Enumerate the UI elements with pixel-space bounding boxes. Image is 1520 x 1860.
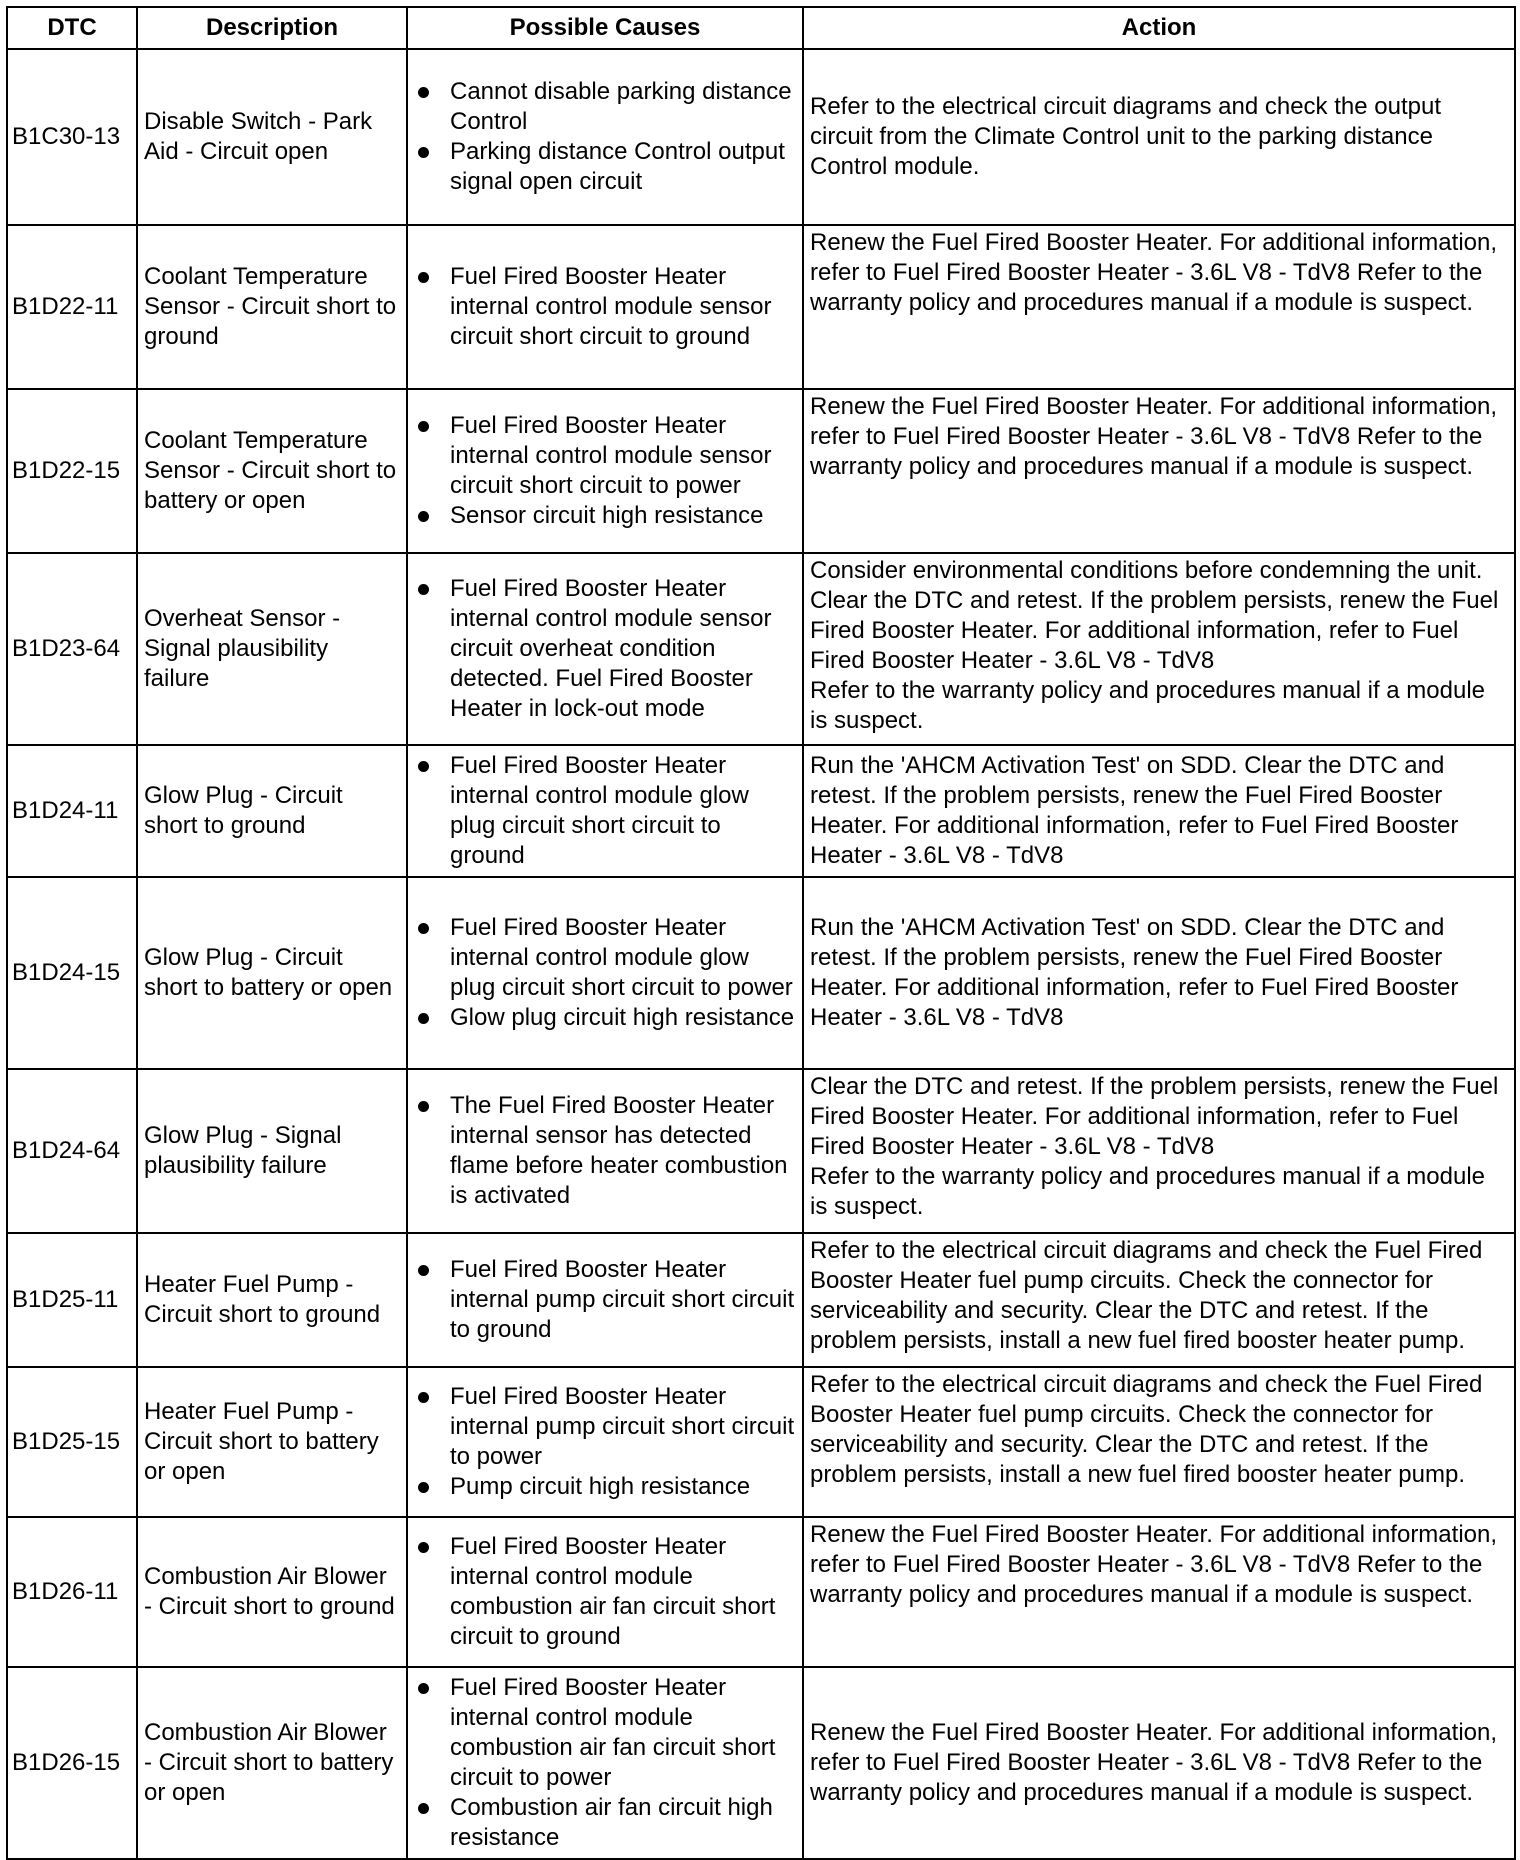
dtc-code: B1D24-15	[7, 877, 137, 1069]
cause-item: Cannot disable parking distance Control	[416, 77, 796, 137]
dtc-code: B1D22-15	[7, 389, 137, 553]
dtc-code: B1D26-15	[7, 1667, 137, 1859]
action-text: Renew the Fuel Fired Booster Heater. For additional information, refer to Fuel Fired Booster Heater - 3.6L V8 - TdV8 Refer to the warranty policy and procedures manual if a module is suspect.	[810, 1521, 1498, 1608]
action-text: Run the 'AHCM Activation Test' on SDD. Clear the DTC and retest. If the problem persists, renew the Fuel Fired Booster Heater. For additional information, refer to Fuel Fired Booster Heater - 3.6L V8 - TdV8	[810, 752, 1459, 869]
causes-list	[416, 1382, 796, 1502]
causes-list	[416, 411, 796, 531]
cause-item: Pump circuit high resistance	[416, 1472, 796, 1502]
table-row	[7, 1667, 1515, 1859]
header-possible-causes: Possible Causes	[407, 7, 803, 49]
causes-list	[416, 574, 796, 724]
table-body	[7, 49, 1515, 1859]
table-row	[7, 1233, 1515, 1367]
cause-item: Fuel Fired Booster Heater internal pump circuit short circuit to power	[416, 1382, 796, 1472]
action-text: Run the 'AHCM Activation Test' on SDD. Clear the DTC and retest. If the problem persists, renew the Fuel Fired Booster Heater. For additional information, refer to Fuel Fired Booster Heater - 3.6L V8 - TdV8	[810, 914, 1459, 1031]
dtc-action	[803, 745, 1515, 877]
dtc-description: Coolant Temperature Sensor - Circuit short to ground	[137, 225, 407, 389]
cause-item: Fuel Fired Booster Heater internal pump circuit short circuit to ground	[416, 1255, 796, 1345]
cause-item: Sensor circuit high resistance	[416, 501, 796, 531]
cause-item: Fuel Fired Booster Heater internal control module glow plug circuit short circuit to ground	[416, 751, 796, 871]
dtc-description: Coolant Temperature Sensor - Circuit short to battery or open	[137, 389, 407, 553]
dtc-action	[803, 1517, 1515, 1667]
dtc-code: B1D24-64	[7, 1069, 137, 1233]
possible-causes	[407, 1367, 803, 1517]
action-text: Consider environmental conditions before condemning the unit. Clear the DTC and retest. If the problem persists, renew the Fuel Fired Booster Heater. For additional information, refer to Fuel Fired Booster Heater - 3.6L V8 - TdV8	[810, 557, 1499, 674]
dtc-code: B1D24-11	[7, 745, 137, 877]
action-text: Renew the Fuel Fired Booster Heater. For additional information, refer to Fuel Fired Booster Heater - 3.6L V8 - TdV8 Refer to the warranty policy and procedures manual if a module is suspect.	[810, 393, 1498, 480]
action-text: Renew the Fuel Fired Booster Heater. For additional information, refer to Fuel Fired Booster Heater - 3.6L V8 - TdV8 Refer to the warranty policy and procedures manual if a module is suspect.	[810, 229, 1498, 316]
causes-list	[416, 1532, 796, 1652]
cause-item: Glow plug circuit high resistance	[416, 1003, 796, 1033]
header-action: Action	[803, 7, 1515, 49]
possible-causes	[407, 225, 803, 389]
possible-causes	[407, 877, 803, 1069]
table-row	[7, 553, 1515, 745]
dtc-action	[803, 1233, 1515, 1367]
dtc-action	[803, 389, 1515, 553]
possible-causes	[407, 1069, 803, 1233]
cause-item: Fuel Fired Booster Heater internal control module sensor circuit short circuit to ground	[416, 262, 796, 352]
causes-list	[416, 77, 796, 197]
dtc-action	[803, 49, 1515, 225]
dtc-code: B1D25-15	[7, 1367, 137, 1517]
header-dtc: DTC	[7, 7, 137, 49]
table-row	[7, 877, 1515, 1069]
dtc-action	[803, 225, 1515, 389]
dtc-description: Glow Plug - Circuit short to ground	[137, 745, 407, 877]
dtc-description: Glow Plug - Signal plausibility failure	[137, 1069, 407, 1233]
action-text: Clear the DTC and retest. If the problem persists, renew the Fuel Fired Booster Heater. For additional information, refer to Fuel Fired Booster Heater - 3.6L V8 - TdV8	[810, 1073, 1499, 1160]
action-note: Refer to the warranty policy and procedures manual if a module is suspect.	[810, 677, 1486, 734]
dtc-description: Combustion Air Blower - Circuit short to battery or open	[137, 1667, 407, 1859]
cause-item: Fuel Fired Booster Heater internal control module glow plug circuit short circuit to power	[416, 913, 796, 1003]
causes-list	[416, 913, 796, 1033]
action-text: Refer to the electrical circuit diagrams and check the Fuel Fired Booster Heater fuel pump circuits. Check the connector for serviceability and security. Clear the DTC and retest. If the problem persists, install a new fuel fired booster heater pump.	[810, 1237, 1483, 1354]
dtc-action	[803, 877, 1515, 1069]
table-header-row	[7, 7, 1515, 49]
dtc-action	[803, 1667, 1515, 1859]
table-row	[7, 49, 1515, 225]
cause-item: The Fuel Fired Booster Heater internal sensor has detected flame before heater combustion is activated	[416, 1091, 796, 1211]
action-text: Refer to the electrical circuit diagrams and check the Fuel Fired Booster Heater fuel pump circuits. Check the connector for serviceability and security. Clear the DTC and retest. If the problem persists, install a new fuel fired booster heater pump.	[810, 1371, 1483, 1488]
possible-causes	[407, 745, 803, 877]
table-row	[7, 389, 1515, 553]
cause-item: Fuel Fired Booster Heater internal control module combustion air fan circuit short circuit to ground	[416, 1532, 796, 1652]
causes-list	[416, 1673, 796, 1853]
table-row	[7, 745, 1515, 877]
cause-item: Fuel Fired Booster Heater internal control module sensor circuit short circuit to power	[416, 411, 796, 501]
dtc-description: Combustion Air Blower - Circuit short to ground	[137, 1517, 407, 1667]
causes-list	[416, 1091, 796, 1211]
causes-list	[416, 262, 796, 352]
cause-item: Parking distance Control output signal open circuit	[416, 137, 796, 197]
possible-causes	[407, 1517, 803, 1667]
dtc-description: Overheat Sensor - Signal plausibility failure	[137, 553, 407, 745]
dtc-code: B1D25-11	[7, 1233, 137, 1367]
dtc-code: B1D23-64	[7, 553, 137, 745]
dtc-description: Glow Plug - Circuit short to battery or open	[137, 877, 407, 1069]
dtc-description: Heater Fuel Pump - Circuit short to battery or open	[137, 1367, 407, 1517]
dtc-code: B1D22-11	[7, 225, 137, 389]
table-row	[7, 1367, 1515, 1517]
dtc-action	[803, 553, 1515, 745]
dtc-action	[803, 1069, 1515, 1233]
possible-causes	[407, 1667, 803, 1859]
possible-causes	[407, 49, 803, 225]
possible-causes	[407, 1233, 803, 1367]
dtc-code: B1C30-13	[7, 49, 137, 225]
action-text: Refer to the electrical circuit diagrams and check the output circuit from the Climate Control unit to the parking distance Control module.	[810, 93, 1441, 180]
dtc-code: B1D26-11	[7, 1517, 137, 1667]
cause-item: Combustion air fan circuit high resistance	[416, 1793, 796, 1853]
table-row	[7, 1517, 1515, 1667]
header-description: Description	[137, 7, 407, 49]
cause-item: Fuel Fired Booster Heater internal control module combustion air fan circuit short circuit to power	[416, 1673, 796, 1793]
table-row	[7, 1069, 1515, 1233]
causes-list	[416, 751, 796, 871]
dtc-action	[803, 1367, 1515, 1517]
causes-list	[416, 1255, 796, 1345]
possible-causes	[407, 553, 803, 745]
cause-item: Fuel Fired Booster Heater internal control module sensor circuit overheat condition detected. Fuel Fired Booster Heater in lock-out mode	[416, 574, 796, 724]
dtc-description: Disable Switch - Park Aid - Circuit open	[137, 49, 407, 225]
action-text: Renew the Fuel Fired Booster Heater. For additional information, refer to Fuel Fired Booster Heater - 3.6L V8 - TdV8 Refer to the warranty policy and procedures manual if a module is suspect.	[810, 1719, 1498, 1806]
dtc-description: Heater Fuel Pump - Circuit short to ground	[137, 1233, 407, 1367]
dtc-table	[6, 6, 1516, 1860]
table-row	[7, 225, 1515, 389]
action-note: Refer to the warranty policy and procedures manual if a module is suspect.	[810, 1163, 1486, 1220]
possible-causes	[407, 389, 803, 553]
